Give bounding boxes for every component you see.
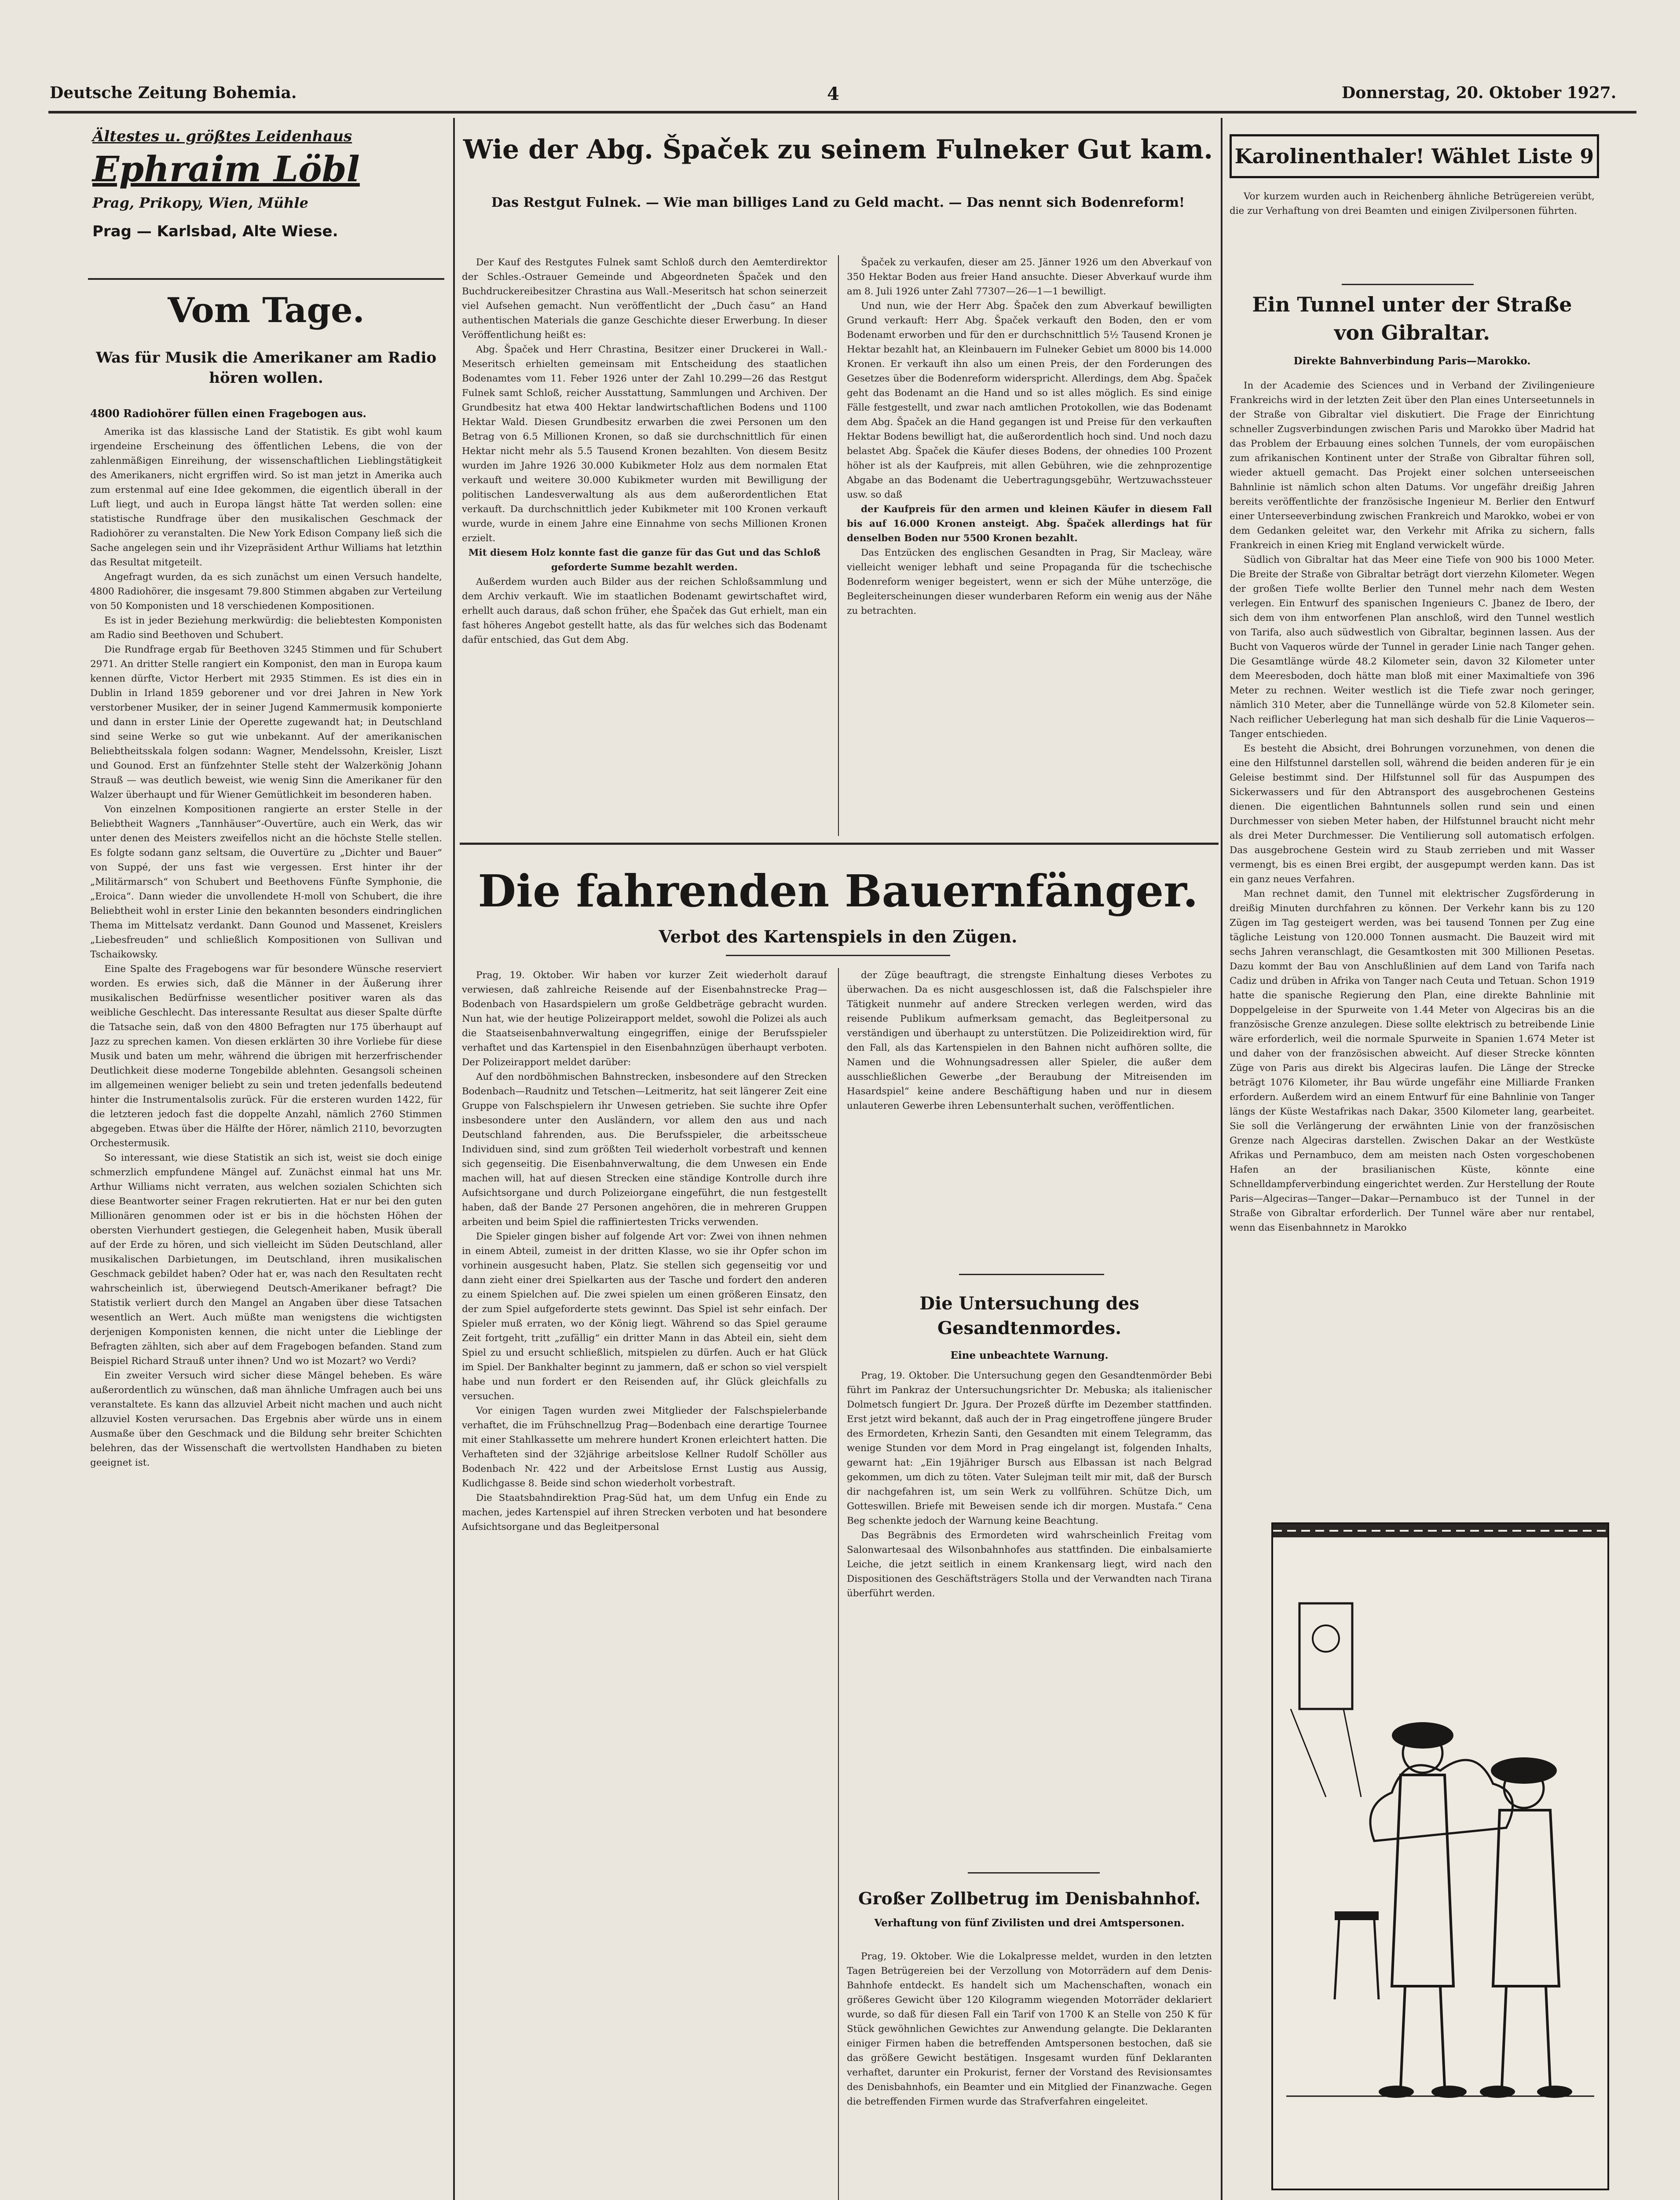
bauern-column-2 (847, 968, 1212, 1267)
vom-tage-paragraph: Von einzelnen Kompositionen rangierte an erster Stelle in der Beliebtheit Wagners „Tannhäuser“-Ouvertüre, auch ein Werk, das wir unter denen des Meisters zweifellos nicht an die höchste Stelle stellen. Es folgte sodann ganz seltsam, die Ouvertüre zu „Dichter und Bauer“ von Suppé, der uns fast wie vergessen. Erst hinter ihr der „Militärmarsch“ von Schubert und Beethovens Fünfte Symphonie, die „Eroica“. Dann wieder die unvollendete H-moll von Schubert, die ihre Beliebtheit wohl in erster Linie den bekannten besonders eindringlichen Thema im Mittelsatz verdankt. Dann Gounod und Massenet, Kreislers „Liebesfreuden“ und schließlich Kompositionen von Sullivan und Tschaikowsky. (90, 804, 442, 960)
vom-tage-body (90, 425, 442, 2200)
column-divider-1 (453, 118, 455, 2200)
vom-tage-paragraph: Amerika ist das klassische Land der Statistik. Es gibt wohl kaum irgendeine Erscheinung des öffentlichen Lebens, die von der zahlenmäßigen Einreihung, der wissenschaftlichen Lieblingstätigkeit des Amerikaners, nicht ergriffen wird. So ist man jetzt in Amerika auch zum erstenmal auf eine Idee gekommen, die eigentlich überall in der Luft liegt, und auch in Europa längst hätte Tat werden sollen: eine statistische Rundfrage über den musikalischen Geschmack der Radiohörer zu veranstalten. Die New York Edison Company ließ sich die Sache angelegen sein und ihr Vizepräsident Arthur Williams hat letzthin das Resultat mitgeteilt. (90, 426, 442, 568)
advertisement (92, 128, 440, 273)
bauern-paragraph: Die Staatsbahndirektion Prag-Süd hat, um dem Unfug ein Ende zu machen, jedes Kartenspiel auf ihren Strecken verboten und hat besondere Aufsichtsorgane und das Begleitpersonal (462, 1492, 827, 1533)
tunnel-paragraph: Es besteht die Absicht, drei Bohrungen vorzunehmen, von denen die eine den Hilfstunnel darstellen soll, während die beiden anderen für je ein Geleise bestimmt sind. Der Hilfstunnel soll für das Auspumpen des Sickerwassers und für den Abtransport des ausgebrochenen Gesteins dienen. Die eigentlichen Bahntunnels sollen rund sein und einen Durchmesser von sieben Meter haben, der Hilfstunnel braucht nicht mehr als drei Meter Durchmesser. Die Ventilierung soll automatisch erfolgen. Das ausgebrochene Gestein wird zu Staub zerrieben und mit Wasser vermengt, bis es einen Brei ergibt, der ausgepumpt werden kann. Das ist ein ganz neues Verfahren. (1230, 743, 1595, 885)
bauern-title: Die fahrenden Bauernfänger. (478, 865, 1198, 917)
ad-rule (88, 278, 444, 280)
ad-address: Prag — Karlsbad, Alte Wiese. (92, 223, 338, 240)
bauern-subtitle: Verbot des Kartenspiels in den Zügen. (659, 927, 1018, 946)
zoll-subtitle: Verhaftung von fünf Zivilisten und drei Amtspersonen. (874, 1917, 1185, 1929)
tunnel-paragraph: Man rechnet damit, den Tunnel mit elektrischer Zugsförderung in dreißig Minuten durchfahren zu können. Der Verkehr kann bis zu 120 Zügen im Tag gesteigert werden, was bei tausend Tonnen per Zug eine tägliche Leistung von 120.000 Tonnen ausmacht. Die Bauzeit wird mit sechs Jahren veranschlagt, die Gesamtkosten mit 300 Millionen Pesetas. Dazu kommt der Bau von Anschlußlinien auf dem Land von Tarifa nach Cadiz und drüben in Afrika von Tanger nach Ceuta und Tetuan. Schon 1919 hatte die spanische Regierung den Plan, eine direkte Bahnlinie mit Doppelgeleise in der Spurweite von 1.44 Meter von Algeciras bis an die französische Grenze anzulegen. Diese sollte elektrisch zu betreibende Linie wäre erforderlich, weil die normale Spurweite in Spanien 1.674 Meter ist und daher von der französischen abweicht. Auf dieser Strecke könnten Züge von Paris aus direkt bis Algeciras laufen. Die Länge der Strecke beträgt 1076 Kilometer, ihr Bau würde ungefähr eine Milliarde Franken erfordern. Außerdem wird an einem Entwurf für eine Bahnlinie von Tanger längs der Küste Westafrikas nach Dakar, 3500 Kilometer lang, gearbeitet. Sie soll die Verlängerung der erwähnten Linie von der französischen Grenze nach Algeciras darstellen. Zwischen Dakar an der Westküste Afrikas und Pernambuco, dem am meisten nach Osten vorgeschobenen Hafen an der brasilianischen Küste, könnte eine Schnelldampferverbindung eingerichtet werden. Zur Herstellung der Route Paris—Algeciras—Tanger—Dakar—Pernambuco ist der Tunnel in der Straße von Gibraltar erforderlich. Der Tunnel wäre aber nur rentabel, wenn das Eisenbahnnetz in Marokko (1230, 888, 1595, 1233)
karolinenthal-banner (1230, 134, 1599, 178)
column-divider-2 (1221, 118, 1222, 2200)
bauern-sub-rule (726, 955, 950, 956)
page-number: 4 (827, 84, 839, 104)
gesandten-paragraph: Das Begräbnis des Ermordeten wird wahrscheinlich Freitag vom Salonwartesaal des Wilsonbahnhofes aus stattfinden. Die einbalsamierte Leiche, die jetzt seitlich in einem Krankensarg liegt, wird nach den Dispositionen des Geschäftsträgers Stolla und der Verwandten nach Tirana überführt werden. (847, 1530, 1212, 1599)
bauern-paragraph: Die Spieler gingen bisher auf folgende Art vor: Zwei von ihnen nehmen in einem Abteil, zumeist in der dritten Klasse, wo sie ihr Opfer schon im vorhinein ausgesucht haben, Platz. Sie stellen sich gegenseitig vor und dann zieht einer drei Spielkarten aus der Tasche und fordert den anderen zu einem Spielchen auf. Die zwei spielen um einen größeren Einsatz, den der zum Spiel aufgeforderte stets gewinnt. Das Spiel ist sehr einfach. Der Spieler muß erraten, wo der König liegt. Während so das Spiel geraume Zeit fortgeht, tritt „zufällig“ ein dritter Mann in das Abteil ein, sieht dem Spiel zu und ersucht schließlich, mitspielen zu dürfen. Auch er hat Glück im Spiel. Der Bankhalter beginnt zu jammern, daß er schon so viel verspielt habe und nun fordert er den Reisenden auf, ihr Glück gleichfalls zu versuchen. (462, 1231, 827, 1402)
tunnel-body (1230, 378, 1595, 1514)
bauern-column-1 (462, 968, 827, 2200)
bauern-paragraph: Vor einigen Tagen wurden zwei Mitglieder der Falschspielerbande verhaftet, die im Frühschnellzug Prag—Bodenbach eine derartige Tournee mit einer Stahlkassette um mehrere hundert Kronen erleichtert hatten. Die Verhafteten sind der 32jährige arbeitslose Kellner Rudolf Schöller aus Bodenbach Nr. 422 und der Arbeitslose Ernst Lustig aus Aussig, Kudlichgasse 8. Beide sind schon wiederholt vorbestraft. (462, 1405, 827, 1489)
zoll-title: Großer Zollbetrug im Denisbahnhof. (858, 1888, 1201, 1908)
spacek-column-2 (847, 255, 1212, 836)
bauern-end-rule (959, 1274, 1104, 1275)
gesandten-subtitle: Eine unbeachtete Warnung. (950, 1349, 1109, 1361)
bauern-paragraph: Auf den nordböhmischen Bahnstrecken, insbesondere auf den Strecken Bodenbach—Raudnitz und Tetschen—Leitmeritz, hat seit längerer Zeit eine Gruppe von Falschspielern ihr Unwesen getrieben. Sie suchte ihre Opfer insbesondere unter den Ausländern, vor allem den aus und nach Deutschland fahrenden, aus. Die Berufsspieler, die arbeitsscheue Individuen sind, sind zum größten Teil wiederholt vorbestraft und kennen sich gegenseitig. Die Eisenbahnverwaltung, die dem Unwesen ein Ende machen will, hat auf diesen Strecken eine ständige Kontrolle durch ihre Aufsichtsorgane und durch Polizeiorgane eingeführt, die nun festgestellt haben, daß der Bande 27 Personen angehören, die in mehreren Gruppen arbeiten und beim Spiel die raffiniertesten Tricks verwenden. (462, 1071, 827, 1228)
bauern-paragraph: der Züge beauftragt, die strengste Einhaltung dieses Verbotes zu überwachen. Da es nicht ausgeschlossen ist, daß die Falschspieler ihre Tätigkeit nunmehr auf andere Strecken verlegen werden, wird das reisende Publikum aufmerksam gemacht, das Begleitpersonal zu verständigen und überhaupt zu unterstützen. Die Polizeidirektion wird, für den Fall, als das Kartenspielen in den Bahnen nicht aufhören sollte, die Namen und die Wohnungsadressen aller Spieler, die außer dem ausschließlichen Gewerbe „der Beraubung der Mitreisenden im Hasardspiel“ keine andere Beschäftigung haben und nur in diesem unlauteren Gewerbe ihren Lebensunterhalt suchen, veröffentlichen. (847, 970, 1212, 1111)
spacek-bottom-rule (460, 843, 1219, 845)
ad-brand: Ephraim Löbl (92, 148, 360, 190)
karolinenthal-body (1230, 189, 1595, 286)
spacek-col-divider (838, 255, 839, 836)
spacek-title: Wie der Abg. Špaček zu seinem Fulneker Gut kam. (463, 134, 1213, 165)
cartoon-frame (1271, 1522, 1609, 2190)
vom-tage-paragraph: Ein zweiter Versuch wird sicher diese Mängel beheben. Es wäre außerordentlich zu wünschen, daß man ähnliche Umfragen auch bei uns veranstaltete. Es kann das allzuviel Arbeit nicht machen und auch nicht allzuviel Kosten verursachen. Das Ergebnis aber würde uns in einem Ausmaße über den Geschmack und die Bildung sehr breiter Schichten belehren, das der Wissenschaft die wertvollsten Handhaben zu bieten geeignet ist. (90, 1370, 442, 1468)
spacek-paragraph: Špaček zu verkaufen, dieser am 25. Jänner 1926 um den Abverkauf von 350 Hektar Boden aus freier Hand ansuchte. Dieser Abverkauf wurde ihm am 8. Juli 1926 unter Zahl 77307—26—1—1 bewilligt. (847, 257, 1212, 297)
karolinenthal-rule (1342, 284, 1474, 285)
tunnel-subtitle: Direkte Bahnverbindung Paris—Marokko. (1293, 355, 1531, 367)
vom-tage-paragraph: So interessant, wie diese Statistik an sich ist, weist sie doch einige schmerzlich empfundene Mängel auf. Zunächst einmal hat uns Mr. Arthur Williams nicht verraten, aus welchen sozialen Schichten sich diese Beantworter seiner Fragen rekrutierten. Hat er nur bei den guten Millionären genommen oder ist er bis in die höchsten Höhen der obersten Vierhundert gestiegen, die Gelegenheit haben, Musik überall auf der Erde zu hören, und sich vielleicht im Süden Deutschland, aller musikalischen Darbietungen, im Deutschland, ihren musikalischen Geschmack gebildet haben? Oder hat er, was nach den Resultaten recht wahrscheinlich ist, überwiegend Deutsch-Amerikaner befragt? Die Statistik verliert durch den Mangel an Angaben über diese Tatsachen wesentlich an Wert. Auch müßte man wenigstens die wichtigsten derjenigen Komponisten kennen, die nicht unter die Lieblinge der Befragten zählten, sich aber auf dem Fragebogen befanden. Stand zum Beispiel Richard Strauß unter ihnen? Und wo ist Mozart? wo Verdi? (90, 1152, 442, 1367)
spacek-subtitle: Das Restgut Fulnek. — Wie man billiges Land zu Geld macht. — Das nennt sich Bodenreform! (491, 195, 1185, 210)
tunnel-paragraph: In der Academie des Sciences und in Verband der Zivilingenieure Frankreichs wird in der letzten Zeit über den Plan eines Unterseetunnels in der Straße von Gibraltar viel diskutiert. Die Frage der Einrichtung schneller Zugsverbindungen zwischen Paris und Marokko über Madrid hat das Problem der Erbauung eines solchen Tunnels, der vom europäischen zum afrikanischen Kontinent unter der Straße von Gibraltar führen soll, wieder aktuell gemacht. Das Projekt einer solchen unterseeischen Bahnlinie ist nämlich schon alten Datums. Vor ungefähr dreißig Jahren bereits veröffentlichte der französische Ingenieur M. Berlier den Entwurf einer Unterseeverbindung zwischen Frankreich und Marokko, wobei er von dem Gedanken geleitet war, den Verkehr mit Afrika zu sichern, falls Frankreich in einen Krieg mit England verwickelt würde. (1230, 380, 1595, 551)
spacek-paragraph: Das Entzücken des englischen Gesandten in Prag, Sir Macleay, wäre vielleicht weniger lebhaft und seine Propaganda für die tschechische Bodenreform weniger begeistert, wenn er sich der Mühe unterzöge, die Begleiterscheinungen dieser wunderbaren Reform ein wenig aus der Nähe zu betrachten. (847, 547, 1212, 616)
spacek-paragraph: Der Kauf des Restgutes Fulnek samt Schloß durch den Aemterdirektor der Schles.-Ostrauer Gemeinde und Abgeordneten Špaček und den Buchdruckereibesitzer Chrastina aus Wall.-Meseritsch hat schon seinerzeit viel Aufsehen gemacht. Nun veröffentlicht der „Duch času“ an Hand authentischen Materials die ganze Geschichte dieser Erwerbung. In dieser Veröffentlichung heißt es: (462, 257, 827, 341)
running-head-left: Deutsche Zeitung Bohemia. (50, 84, 297, 102)
vom-tage-paragraph: Angefragt wurden, da es sich zunächst um einen Versuch handelte, 4800 Radiohörer, die insgesamt 79.800 Stimmen abgaben zur Verteilung von 50 Komponisten und 18 verschiedenen Kompositionen. (90, 572, 442, 612)
bauern-col-divider (838, 968, 839, 2200)
zoll-body (847, 1949, 1212, 2200)
vom-tage-title: Vom Tage. (168, 290, 365, 330)
vom-tage-paragraph: Es ist in jeder Beziehung merkwürdig: die beliebtesten Komponisten am Radio sind Beethoven und Schubert. (90, 615, 442, 641)
gesandten-title: Die Untersuchung des Gesandtenmordes. (919, 1293, 1139, 1338)
spacek-highlight: Mit diesem Holz konnte fast die ganze für das Gut und das Schloß geforderte Summe bezahlt werden. (468, 547, 821, 573)
tunnel-paragraph: Südlich von Gibraltar hat das Meer eine Tiefe von 900 bis 1000 Meter. Die Breite der Straße von Gibraltar beträgt dort vierzehn Kilometer. Wegen der großen Tiefe wollte Berlier den Tunnel mehr nach dem Westen verlegen. Ein Entwurf des spanischen Ingenieurs C. Jbanez de Ibero, der sich dem von ihm entworfenen Plan anschloß, wird den Tunnel westlich von Tarifa, also auch südwestlich von Gibraltar, beginnen lassen. Aus der Bucht von Vaqueros würde der Tunnel in gerader Linie nach Tanger gehen. Die Gesamtlänge würde 48.2 Kilometer sein, davon 32 Kilometer unter dem Meeresboden, doch hätte man bloß mit einer Maximaltiefe von 396 Meter zu rechnen. Weiter westlich ist die Tiefe zwar noch geringer, nämlich 310 Meter, aber die Tunnellänge würde von 52.8 Kilometer sein. Nach reiflicher Ueberlegung hat man sich deshalb für die Linie Vaqueros—Tanger entschieden. (1230, 554, 1595, 740)
cartoon-illustration (1273, 1524, 1607, 2189)
running-head-date: Donnerstag, 20. Oktober 1927. (1342, 84, 1617, 102)
vom-tage-lead: 4800 Radiohörer füllen einen Fragebogen aus. (90, 407, 366, 420)
vom-tage-subtitle: Was für Musik die Amerikaner am Radio hören wollen. (95, 349, 437, 387)
karolinenthal-paragraph: Vor kurzem wurden auch in Reichenberg ähnliche Betrügereien verübt, die zur Verhaftung von drei Beamten und einigen Zivilpersonen führten. (1230, 191, 1595, 216)
vom-tage-paragraph: Die Rundfrage ergab für Beethoven 3245 Stimmen und für Schubert 2971. An dritter Stelle rangiert ein Komponist, den man in Europa kaum kennen dürfte, Victor Herbert mit 2935 Stimmen. Es ist dies ein in Dublin in Irland 1859 geborener und vor drei Jahren in New York verstorbener Musiker, der in seiner Jugend Kammermusik komponierte und dann in erster Linie der Operette zugewandt hat; in Deutschland sind seine Werke so gut wie unbekannt. Auf der amerikanischen Beliebtheitsskala folgen sodann: Wagner, Mendelssohn, Kreisler, Liszt und Gounod. Erst an fünfzehnter Stelle steht der Walzerkönig Johann Strauß — was deutlich beweist, wie wenig Sinn die Amerikaner für den Walzer überhaupt und für Wiener Gemütlichkeit im besonderen haben. (90, 644, 442, 800)
gesandten-paragraph: Prag, 19. Oktober. Die Untersuchung gegen den Gesandtenmörder Bebi führt im Pankraz der Untersuchungsrichter Dr. Mebuska; als italienischer Dolmetsch fungiert Dr. Jgura. Der Prozeß dürfte im Dezember stattfinden. Erst jetzt wird bekannt, daß auch der in Prag eingetroffene jüngere Bruder des Ermordeten, Krhezin Santi, den Gesandten mit einem Telegramm, das wenige Stunden vor dem Mord in Prag eingelangt ist, folgenden Inhalts, gewarnt hat: „Ein 19jähriger Bursch aus Elbassan ist nach Belgrad gekommen, um dich zu töten. Vater Sulejman teilt mir mit, daß der Bursch dir nachgefahren ist, um sein Werk zu vollführen. Schütze Dich, um Gotteswillen. Briefe mit Beweisen sende ich dir morgen. Mustafa.“ Cena Beg schenkte jedoch der Warnung keine Beachtung. (847, 1370, 1212, 1526)
spacek-paragraph: Außerdem wurden auch Bilder aus der reichen Schloßsammlung und dem Archiv verkauft. Wie im staatlichen Bodenamt gewirtschaftet wird, erhellt auch daraus, daß schon früher, ehe Špaček das Gut erhielt, man ein fast höheres Angebot gestellt hatte, als das für welches sich das Bodenamt dafür entschied, das Gut dem Abg. (462, 576, 827, 645)
zoll-paragraph: Prag, 19. Oktober. Wie die Lokalpresse meldet, wurden in den letzten Tagen Betrügereien bei der Verzollung von Motorrädern auf dem Denis-Bahnhofe entdeckt. Es handelt sich um Machenschaften, wonach ein größeres Gewicht über 120 Kilogramm wiegenden Motorräder deklariert wurde, so daß für diesen Fall ein Tarif von 1700 K an Stelle von 250 K für Stück gewöhnlichen Gewichtes zur Anwendung gelangte. Die Deklaranten einiger Firmen haben die betreffenden Amtspersonen bestochen, daß sie das größere Gewicht bestätigen. Insgesamt wurden fünf Deklaranten verhaftet, darunter ein Prokurist, ferner der Vorstand des Revisionsamtes des Denisbahnhofs, ein Beamter und ein Mitglied der Finanzwache. Gegen die betreffenden Firmen wurde das Strafverfahren eingeleitet. (847, 1951, 1212, 2107)
spacek-paragraph: Und nun, wie der Herr Abg. Špaček den zum Abverkauf bewilligten Grund verkauft: Herr Abg. Špaček verkauft den Boden, den er vom Bodenamt erworben und für den er durchschnittlich 5½ Tausend Kronen je Hektar bezahlt hat, an Kleinbauern im Fulneker Gebiet um 8000 bis 14.000 Kronen. Er verkauft ihn also um einen Preis, der den Forderungen des Gesetzes über die Bodenreform widerspricht. Allerdings, dem Abg. Špaček geht das Bodenamt an die Hand und so ist alles möglich. Es sind einige Fälle festgestellt, und zwar nach amtlichen Protokollen, wie das Bodenamt dem Abg. Špaček an die Hand gegangen ist und Preise für den verkauften Hektar Bodens bewilligt hat, die außerordentlich hoch sind. Und noch dazu belastet Abg. Špaček die Käufer dieses Bodens, der ohnedies 100 Prozent höher ist als der Kaufpreis, mit allen Gebühren, wie die zehnprozentige Abgabe an das Bodenamt die Uebertragungsgebühr, Wertzuwachssteuer usw. so daß (847, 301, 1212, 500)
spacek-paragraph: Abg. Špaček und Herr Chrastina, Besitzer einer Druckerei in Wall.-Meseritsch erhielten gemeinsam mit Entscheidung des staatlichen Bodenamtes vom 11. Feber 1926 unter der Zahl 10.299—26 das Restgut Fulnek samt Schloß, reicher Ausstattung, Sammlungen und Archiven. Der Grundbesitz hat etwa 400 Hektar landwirtschaftlichen Bodens und 1100 Hektar Wald. Diesen Grundbesitz erwarben die zwei Personen um den Betrag von 6.5 Millionen Kronen, so daß sie durchschnittlich für einen Hektar nicht mehr als 5.5 Tausend Kronen bezahlten. Von diesem Besitz wurden im Jahre 1926 30.000 Kubikmeter Holz aus dem normalen Etat verkauft und weitere 30.000 Kubikmeter wurden mit Bewilligung der politischen Landesverwaltung als aus dem außerordentlichen Etat verkauft. Da durchschnittlich jeder Kubikmeter mit 100 Kronen verkauft wurde, wurde in einem Jahre eine Einnahme von sechs Millionen Kronen erzielt. (462, 344, 827, 544)
tunnel-title: Ein Tunnel unter der Straße von Gibraltar. (1252, 293, 1572, 345)
header-rule (48, 111, 1636, 114)
karolinenthal-banner-text: Karolinenthaler! Wählet Liste 9 (1234, 144, 1594, 168)
spacek-column-1 (462, 255, 827, 836)
gesandten-end-rule (968, 1872, 1100, 1874)
ad-tagline: Ältestes u. größtes Leidenhaus (92, 128, 352, 145)
bauern-paragraph: Prag, 19. Oktober. Wir haben vor kurzer Zeit wiederholt darauf verwiesen, daß zahlreiche Reisende auf der Eisenbahnstrecke Prag—Bodenbach von Hasardspielern um große Geldbeträge gebracht wurden. Nun hat, wie der heutige Polizeirapport meldet, sowohl die Polizei als auch die Staatseisenbahnverwaltung eingegriffen, einige der Berufsspieler verhaftet und das Kartenspiel in den Eisenbahnzügen überhaupt verboten. Der Polizeirapport meldet darüber: (462, 970, 827, 1068)
vom-tage-paragraph: Eine Spalte des Fragebogens war für besondere Wünsche reserviert worden. Es erwies sich, daß die Männer in der Äußerung ihrer musikalischen Bedürfnisse wesentlicher positiver waren als das weibliche Geschlecht. Das interessante Resultat aus dieser Spalte dürfte die Tatsache sein, daß von den 4800 Befragten nur 175 überhaupt auf Jazz zu sprechen kamen. Von diesen erklärten 30 ihre Vorliebe für diese Musik und baten um mehr, während die übrigen mit herzerfrischender Deutlichkeit diese moderne Tongebilde ablehnten. Gesangsoli scheinen im allgemeinen weniger beliebt zu sein und treten jedenfalls bedeutend hinter die Instrumentalsolis zurück. Für die ersteren wurden 1422, für die letzteren jedoch fast die doppelte Anzahl, nämlich 2760 Stimmen abgegeben. Etwas über die Hälfte der Hörer, nämlich 2110, bevorzugten Orchestermusik. (90, 964, 442, 1149)
gesandten-body (847, 1368, 1212, 1866)
spacek-highlight: der Kaufpreis für den armen und kleinen Käufer in diesem Fall bis auf 16.000 Kronen ansteigt. Abg. Špaček allerdings hat für denselben Boden nur 5500 Kronen bezahlt. (847, 504, 1212, 544)
ad-cities: Prag, Prikopy, Wien, Mühle (92, 194, 308, 211)
